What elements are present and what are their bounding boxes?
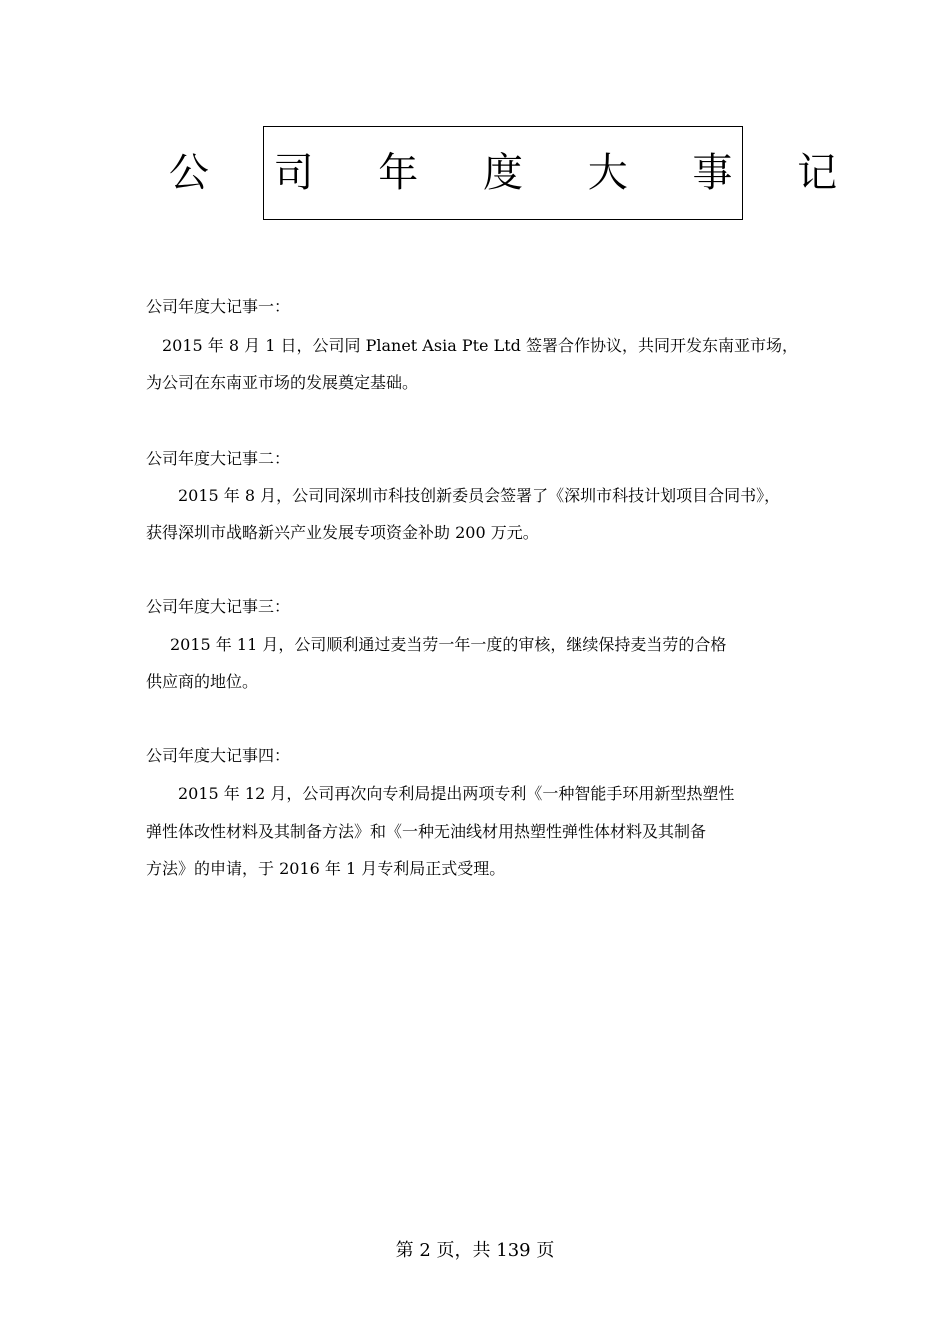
event-1-line-1: 2015 年 8 月 1 日，公司同 Planet Asia Pte Ltd 签署合作协议，共同开发东南亚市场，: [162, 336, 798, 355]
event-2-line-1: 2015 年 8 月，公司同深圳市科技创新委员会签署了《深圳市科技计划项目合同书》，: [178, 486, 781, 505]
event-1-line-2: 为公司在东南亚市场的发展奠定基础。: [146, 373, 419, 392]
page-footer: 第 2 页，共 139 页: [395, 1240, 555, 1261]
event-1-heading: 公司年度大记事一：: [146, 297, 291, 316]
title-box: [168, 126, 864, 220]
event-2-heading: 公司年度大记事二：: [146, 449, 291, 468]
event-3-heading: 公司年度大记事三：: [146, 597, 291, 616]
event-3-line-1: 2015 年 11 月，公司顺利通过麦当劳一年一度的审核，继续保持麦当劳的合格: [170, 635, 727, 654]
event-2-line-2: 获得深圳市战略新兴产业发展专项资金补助 200 万元。: [146, 523, 539, 542]
event-4-line-1: 2015 年 12 月，公司再次向专利局提出两项专利《一种智能手环用新型热塑性: [178, 784, 735, 803]
page-title: 公 司 年 度 大 事 记: [168, 150, 864, 196]
event-4-line-3: 方法》的申请，于 2016 年 1 月专利局正式受理。: [146, 859, 506, 878]
event-3-line-2: 供应商的地位。: [146, 672, 259, 691]
event-4-line-2: 弹性体改性材料及其制备方法》和《一种无油线材用热塑性弹性体材料及其制备: [146, 822, 707, 841]
event-4-heading: 公司年度大记事四：: [146, 746, 291, 765]
